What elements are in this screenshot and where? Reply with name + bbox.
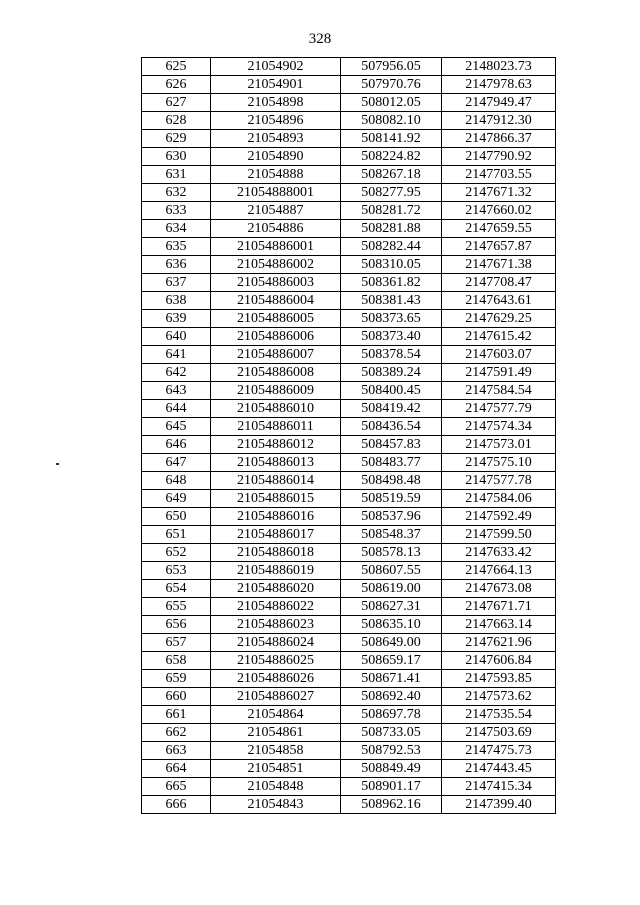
coordinates-table-body [142, 58, 556, 814]
row-number-cell: 633 [142, 202, 211, 220]
x-coordinate-cell: 508267.18 [341, 166, 442, 184]
point-id-cell: 21054886011 [211, 418, 341, 436]
table-row [142, 382, 556, 400]
table-row [142, 526, 556, 544]
row-number-cell: 645 [142, 418, 211, 436]
x-coordinate-cell: 508310.05 [341, 256, 442, 274]
y-coordinate-cell: 2147584.54 [442, 382, 556, 400]
y-coordinate-cell: 2147790.92 [442, 148, 556, 166]
y-coordinate-cell: 2148023.73 [442, 58, 556, 76]
x-coordinate-cell: 508692.40 [341, 688, 442, 706]
table-row [142, 94, 556, 112]
x-coordinate-cell: 508389.24 [341, 364, 442, 382]
row-number-cell: 647 [142, 454, 211, 472]
x-coordinate-cell: 508483.77 [341, 454, 442, 472]
y-coordinate-cell: 2147573.62 [442, 688, 556, 706]
y-coordinate-cell: 2147671.38 [442, 256, 556, 274]
x-coordinate-cell: 508519.59 [341, 490, 442, 508]
table-row [142, 58, 556, 76]
row-number-cell: 659 [142, 670, 211, 688]
point-id-cell: 21054896 [211, 112, 341, 130]
coordinates-table [141, 57, 556, 814]
table-row [142, 400, 556, 418]
table-row [142, 472, 556, 490]
point-id-cell: 21054886016 [211, 508, 341, 526]
x-coordinate-cell: 508792.53 [341, 742, 442, 760]
x-coordinate-cell: 508400.45 [341, 382, 442, 400]
table-row [142, 580, 556, 598]
row-number-cell: 665 [142, 778, 211, 796]
y-coordinate-cell: 2147575.10 [442, 454, 556, 472]
y-coordinate-cell: 2147663.14 [442, 616, 556, 634]
row-number-cell: 638 [142, 292, 211, 310]
y-coordinate-cell: 2147664.13 [442, 562, 556, 580]
x-coordinate-cell: 508282.44 [341, 238, 442, 256]
y-coordinate-cell: 2147399.40 [442, 796, 556, 814]
point-id-cell: 21054886006 [211, 328, 341, 346]
point-id-cell: 21054886005 [211, 310, 341, 328]
y-coordinate-cell: 2147912.30 [442, 112, 556, 130]
y-coordinate-cell: 2147659.55 [442, 220, 556, 238]
table-row [142, 364, 556, 382]
y-coordinate-cell: 2147866.37 [442, 130, 556, 148]
x-coordinate-cell: 508671.41 [341, 670, 442, 688]
row-number-cell: 632 [142, 184, 211, 202]
row-number-cell: 636 [142, 256, 211, 274]
point-id-cell: 21054886026 [211, 670, 341, 688]
point-id-cell: 21054886009 [211, 382, 341, 400]
row-number-cell: 644 [142, 400, 211, 418]
table-row [142, 760, 556, 778]
row-number-cell: 626 [142, 76, 211, 94]
table-row [142, 454, 556, 472]
table-row [142, 346, 556, 364]
row-number-cell: 646 [142, 436, 211, 454]
table-row [142, 328, 556, 346]
y-coordinate-cell: 2147606.84 [442, 652, 556, 670]
table-row [142, 292, 556, 310]
row-number-cell: 639 [142, 310, 211, 328]
x-coordinate-cell: 508548.37 [341, 526, 442, 544]
x-coordinate-cell: 508141.92 [341, 130, 442, 148]
x-coordinate-cell: 508962.16 [341, 796, 442, 814]
x-coordinate-cell: 508381.43 [341, 292, 442, 310]
table-row [142, 220, 556, 238]
row-number-cell: 629 [142, 130, 211, 148]
table-row [142, 184, 556, 202]
point-id-cell: 21054893 [211, 130, 341, 148]
x-coordinate-cell: 508281.88 [341, 220, 442, 238]
x-coordinate-cell: 508419.42 [341, 400, 442, 418]
y-coordinate-cell: 2147503.69 [442, 724, 556, 742]
table-row [142, 76, 556, 94]
row-number-cell: 651 [142, 526, 211, 544]
y-coordinate-cell: 2147591.49 [442, 364, 556, 382]
point-id-cell: 21054851 [211, 760, 341, 778]
row-number-cell: 648 [142, 472, 211, 490]
table-row [142, 634, 556, 652]
table-row [142, 688, 556, 706]
point-id-cell: 21054886 [211, 220, 341, 238]
row-number-cell: 661 [142, 706, 211, 724]
row-number-cell: 643 [142, 382, 211, 400]
x-coordinate-cell: 508619.00 [341, 580, 442, 598]
row-number-cell: 637 [142, 274, 211, 292]
y-coordinate-cell: 2147475.73 [442, 742, 556, 760]
x-coordinate-cell: 508659.17 [341, 652, 442, 670]
table-row [142, 238, 556, 256]
table-row [142, 148, 556, 166]
x-coordinate-cell: 508281.72 [341, 202, 442, 220]
y-coordinate-cell: 2147671.32 [442, 184, 556, 202]
x-coordinate-cell: 508012.05 [341, 94, 442, 112]
x-coordinate-cell: 508436.54 [341, 418, 442, 436]
x-coordinate-cell: 508537.96 [341, 508, 442, 526]
table-row [142, 706, 556, 724]
x-coordinate-cell: 508361.82 [341, 274, 442, 292]
table-row [142, 490, 556, 508]
row-number-cell: 653 [142, 562, 211, 580]
table-row [142, 598, 556, 616]
x-coordinate-cell: 507970.76 [341, 76, 442, 94]
point-id-cell: 21054886014 [211, 472, 341, 490]
table-row [142, 310, 556, 328]
row-number-cell: 660 [142, 688, 211, 706]
row-number-cell: 641 [142, 346, 211, 364]
row-number-cell: 630 [142, 148, 211, 166]
table-row [142, 724, 556, 742]
point-id-cell: 21054886002 [211, 256, 341, 274]
point-id-cell: 21054858 [211, 742, 341, 760]
y-coordinate-cell: 2147592.49 [442, 508, 556, 526]
row-number-cell: 658 [142, 652, 211, 670]
row-number-cell: 625 [142, 58, 211, 76]
y-coordinate-cell: 2147599.50 [442, 526, 556, 544]
row-number-cell: 654 [142, 580, 211, 598]
table-row [142, 166, 556, 184]
x-coordinate-cell: 508378.54 [341, 346, 442, 364]
point-id-cell: 21054886015 [211, 490, 341, 508]
y-coordinate-cell: 2147671.71 [442, 598, 556, 616]
x-coordinate-cell: 508373.65 [341, 310, 442, 328]
row-number-cell: 640 [142, 328, 211, 346]
row-number-cell: 652 [142, 544, 211, 562]
point-id-cell: 21054898 [211, 94, 341, 112]
table-row [142, 670, 556, 688]
y-coordinate-cell: 2147603.07 [442, 346, 556, 364]
point-id-cell: 21054886012 [211, 436, 341, 454]
table-row [142, 778, 556, 796]
x-coordinate-cell: 508849.49 [341, 760, 442, 778]
x-coordinate-cell: 508697.78 [341, 706, 442, 724]
point-id-cell: 21054886023 [211, 616, 341, 634]
table-row [142, 274, 556, 292]
x-coordinate-cell: 508649.00 [341, 634, 442, 652]
table-row [142, 202, 556, 220]
y-coordinate-cell: 2147535.54 [442, 706, 556, 724]
table-row [142, 652, 556, 670]
point-id-cell: 21054886001 [211, 238, 341, 256]
table-row [142, 616, 556, 634]
x-coordinate-cell: 508082.10 [341, 112, 442, 130]
point-id-cell: 21054887 [211, 202, 341, 220]
y-coordinate-cell: 2147708.47 [442, 274, 556, 292]
point-id-cell: 21054861 [211, 724, 341, 742]
row-number-cell: 666 [142, 796, 211, 814]
x-coordinate-cell: 508578.13 [341, 544, 442, 562]
y-coordinate-cell: 2147415.34 [442, 778, 556, 796]
point-id-cell: 21054888 [211, 166, 341, 184]
row-number-cell: 656 [142, 616, 211, 634]
point-id-cell: 21054901 [211, 76, 341, 94]
point-id-cell: 21054886022 [211, 598, 341, 616]
table-row [142, 418, 556, 436]
y-coordinate-cell: 2147703.55 [442, 166, 556, 184]
table-row [142, 544, 556, 562]
page-number: 328 [308, 31, 332, 47]
row-number-cell: 664 [142, 760, 211, 778]
x-coordinate-cell: 508373.40 [341, 328, 442, 346]
row-number-cell: 663 [142, 742, 211, 760]
y-coordinate-cell: 2147573.01 [442, 436, 556, 454]
point-id-cell: 21054848 [211, 778, 341, 796]
y-coordinate-cell: 2147577.79 [442, 400, 556, 418]
point-id-cell: 21054902 [211, 58, 341, 76]
y-coordinate-cell: 2147633.42 [442, 544, 556, 562]
row-number-cell: 649 [142, 490, 211, 508]
row-number-cell: 631 [142, 166, 211, 184]
y-coordinate-cell: 2147657.87 [442, 238, 556, 256]
point-id-cell: 21054890 [211, 148, 341, 166]
x-coordinate-cell: 508733.05 [341, 724, 442, 742]
table-row [142, 130, 556, 148]
row-number-cell: 634 [142, 220, 211, 238]
row-number-cell: 635 [142, 238, 211, 256]
x-coordinate-cell: 508224.82 [341, 148, 442, 166]
point-id-cell: 21054886018 [211, 544, 341, 562]
x-coordinate-cell: 508498.48 [341, 472, 442, 490]
y-coordinate-cell: 2147443.45 [442, 760, 556, 778]
table-row [142, 796, 556, 814]
table-row [142, 562, 556, 580]
y-coordinate-cell: 2147584.06 [442, 490, 556, 508]
y-coordinate-cell: 2147660.02 [442, 202, 556, 220]
point-id-cell: 21054886010 [211, 400, 341, 418]
y-coordinate-cell: 2147673.08 [442, 580, 556, 598]
x-coordinate-cell: 508457.83 [341, 436, 442, 454]
point-id-cell: 21054886017 [211, 526, 341, 544]
y-coordinate-cell: 2147574.34 [442, 418, 556, 436]
point-id-cell: 21054886027 [211, 688, 341, 706]
x-coordinate-cell: 508635.10 [341, 616, 442, 634]
point-id-cell: 21054843 [211, 796, 341, 814]
x-coordinate-cell: 507956.05 [341, 58, 442, 76]
x-coordinate-cell: 508277.95 [341, 184, 442, 202]
row-number-cell: 628 [142, 112, 211, 130]
x-coordinate-cell: 508627.31 [341, 598, 442, 616]
y-coordinate-cell: 2147978.63 [442, 76, 556, 94]
point-id-cell: 21054888001 [211, 184, 341, 202]
table-row [142, 256, 556, 274]
table-row [142, 508, 556, 526]
row-number-cell: 655 [142, 598, 211, 616]
point-id-cell: 21054886003 [211, 274, 341, 292]
row-number-cell: 657 [142, 634, 211, 652]
stray-mark [56, 463, 59, 465]
table-row [142, 742, 556, 760]
point-id-cell: 21054886004 [211, 292, 341, 310]
y-coordinate-cell: 2147949.47 [442, 94, 556, 112]
y-coordinate-cell: 2147593.85 [442, 670, 556, 688]
y-coordinate-cell: 2147629.25 [442, 310, 556, 328]
table-row [142, 112, 556, 130]
row-number-cell: 662 [142, 724, 211, 742]
table-row [142, 436, 556, 454]
x-coordinate-cell: 508607.55 [341, 562, 442, 580]
point-id-cell: 21054886020 [211, 580, 341, 598]
point-id-cell: 21054886019 [211, 562, 341, 580]
point-id-cell: 21054864 [211, 706, 341, 724]
row-number-cell: 650 [142, 508, 211, 526]
y-coordinate-cell: 2147615.42 [442, 328, 556, 346]
row-number-cell: 627 [142, 94, 211, 112]
row-number-cell: 642 [142, 364, 211, 382]
y-coordinate-cell: 2147577.78 [442, 472, 556, 490]
point-id-cell: 21054886007 [211, 346, 341, 364]
point-id-cell: 21054886024 [211, 634, 341, 652]
point-id-cell: 21054886008 [211, 364, 341, 382]
x-coordinate-cell: 508901.17 [341, 778, 442, 796]
y-coordinate-cell: 2147643.61 [442, 292, 556, 310]
y-coordinate-cell: 2147621.96 [442, 634, 556, 652]
point-id-cell: 21054886025 [211, 652, 341, 670]
point-id-cell: 21054886013 [211, 454, 341, 472]
